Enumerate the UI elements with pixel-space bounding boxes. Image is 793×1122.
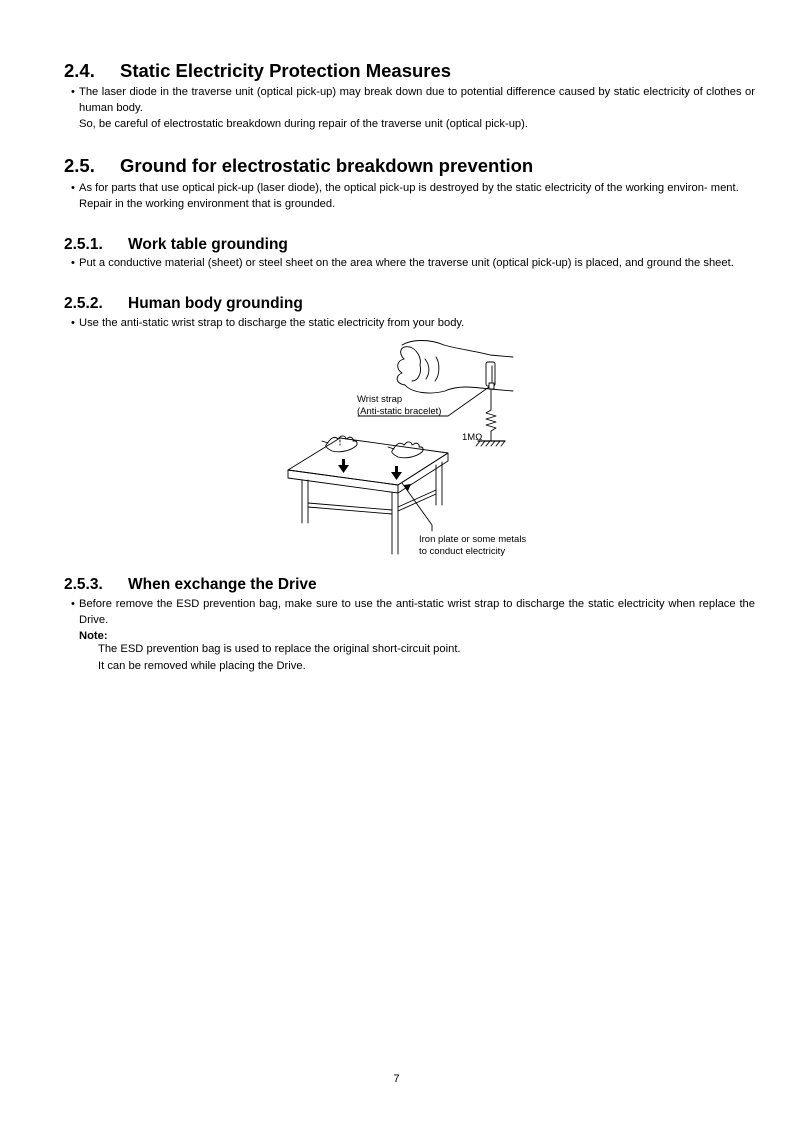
page-number: 7 <box>393 1073 400 1085</box>
paragraph-text: Before remove the ESD prevention bag, make sure to use the anti-static wrist strap to discharge the static electricity when replace the Drive. <box>79 598 755 626</box>
section-title: Work table grounding <box>128 236 288 253</box>
plate-label: Iron plate or some metals <box>419 534 527 545</box>
note-label: Note: <box>79 630 108 642</box>
wrist-strap-label: Wrist strap <box>357 394 403 405</box>
paragraph-text: Repair in the working environment that is grounded. <box>79 198 336 210</box>
section-2-5-3-heading <box>64 575 317 594</box>
section-title: Human body grounding <box>128 295 303 312</box>
section-number: 2.5.1. <box>64 236 103 253</box>
section-number: 2.4. <box>64 60 95 81</box>
paragraph-text: So, be careful of electrostatic breakdown during repair of the traverse unit (optical pick-up). <box>79 118 528 130</box>
paragraph-text: Use the anti-static wrist strap to discharge the static electricity from your body. <box>79 317 465 329</box>
section-2-5-2-heading <box>64 294 303 313</box>
section-2-5-3-paragraph <box>71 596 755 628</box>
section-number: 2.5.3. <box>64 576 103 593</box>
note-text: It can be removed while placing the Drive. <box>98 660 306 672</box>
bullet: • <box>71 182 75 194</box>
section-2-5-1-paragraph <box>71 255 755 271</box>
section-2-5-1-heading <box>64 235 288 254</box>
section-2-5-heading <box>64 155 533 177</box>
section-title: Static Electricity Protection Measures <box>120 60 452 81</box>
bullet: • <box>71 317 75 329</box>
section-2-5-2-paragraph <box>71 315 755 331</box>
paragraph-text: As for parts that use optical pick-up (laser diode), the optical pick-up is destroyed by the static electricity of the working environ- ment. <box>79 182 739 194</box>
paragraph-text: The laser diode in the traverse unit (optical pick-up) may break down due to potential difference caused by static electricity of clothes or human body. <box>79 86 755 114</box>
bullet: • <box>71 598 75 610</box>
section-2-4-paragraph <box>71 84 755 132</box>
section-number: 2.5.2. <box>64 295 103 312</box>
section-number: 2.5. <box>64 155 95 176</box>
section-title: Ground for electrostatic breakdown prevention <box>120 155 534 176</box>
bullet: • <box>71 86 75 98</box>
bullet: • <box>71 257 75 269</box>
resistor-label: 1MΩ <box>462 432 483 443</box>
section-2-5-paragraph <box>71 180 755 212</box>
wrist-strap-sublabel: (Anti-static bracelet) <box>357 406 442 417</box>
section-title: When exchange the Drive <box>128 576 317 593</box>
hand-icon <box>397 341 513 394</box>
paragraph-text: Put a conductive material (sheet) or steel sheet on the area where the traverse unit (optical pick-up) is placed, and ground the sheet. <box>79 257 734 269</box>
section-2-4-heading <box>64 60 451 82</box>
plate-sublabel: to conduct electricity <box>419 546 506 557</box>
grounding-illustration <box>280 335 560 565</box>
note-text: The ESD prevention bag is used to replace the original short-circuit point. <box>98 643 461 655</box>
